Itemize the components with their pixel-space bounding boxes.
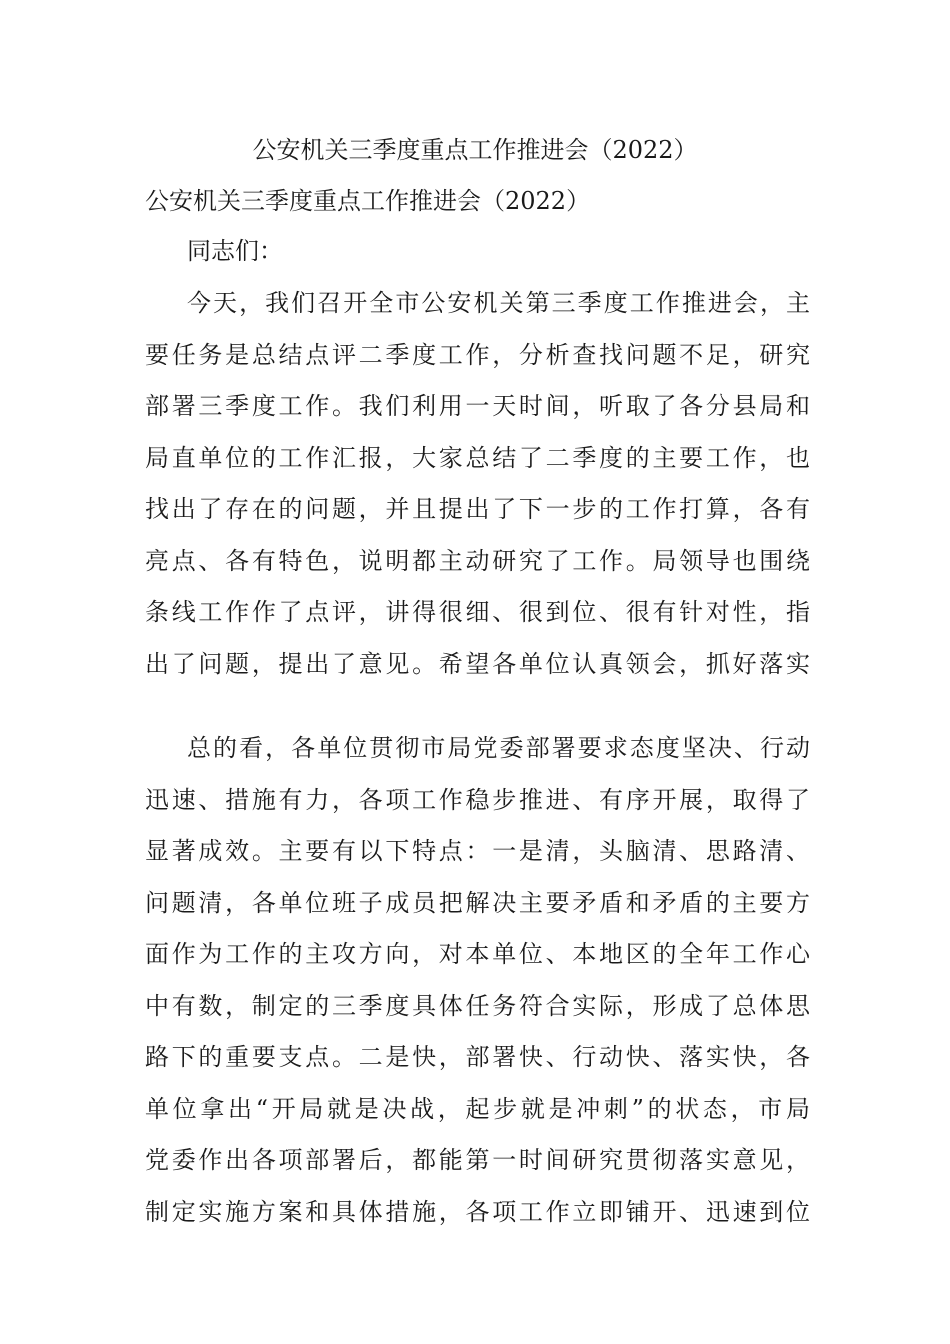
paragraph-line: 党委作出各项部署后，都能第一时间研究贯彻落实意见， bbox=[145, 1146, 810, 1174]
paragraph-line: 条线工作作了点评，讲得很细、很到位、很有针对性，指 bbox=[145, 598, 810, 626]
paragraph-line: 显著成效。主要有以下特点：一是清，头脑清、思路清、 bbox=[145, 837, 810, 865]
paragraph-line: 亮点、各有特色，说明都主动研究了工作。局领导也围绕 bbox=[145, 546, 810, 575]
paragraph-line: 制定实施方案和具体措施，各项工作立即铺开、迅速到位 bbox=[145, 1197, 810, 1226]
paragraph-line: 路下的重要支点。二是快，部署快、行动快、落实快，各 bbox=[145, 1043, 810, 1071]
paragraph-line: 总的看，各单位贯彻市局党委部署要求态度坚决、行动 bbox=[187, 734, 810, 762]
paragraph-line: 部署三季度工作。我们利用一天时间，听取了各分县局和 bbox=[145, 392, 810, 420]
paragraph-line: 出了问题，提出了意见。希望各单位认真领会，抓好落实 bbox=[145, 649, 810, 678]
paragraph-line: 中有数，制定的三季度具体任务符合实际，形成了总体思 bbox=[145, 991, 810, 1020]
paragraph-line: 迅速、措施有力，各项工作稳步推进、有序开展，取得了 bbox=[145, 785, 810, 814]
paragraph-2 bbox=[145, 730, 810, 1245]
paragraph-line: 要任务是总结点评二季度工作，分析查找问题不足，研究 bbox=[145, 340, 810, 369]
paragraph-line: 面作为工作的主攻方向，对本单位、本地区的全年工作心 bbox=[145, 940, 810, 968]
paragraph-line: 今天，我们召开全市公安机关第三季度工作推进会，主 bbox=[187, 289, 810, 317]
paragraph-1 bbox=[145, 285, 810, 697]
greeting: 同志们： bbox=[187, 237, 283, 265]
paragraph-line: 问题清，各单位班子成员把解决主要矛盾和矛盾的主要方 bbox=[145, 888, 810, 917]
document-subtitle: 公安机关三季度重点工作推进会（2022） bbox=[145, 187, 591, 215]
paragraph-line: 局直单位的工作汇报，大家总结了二季度的主要工作，也 bbox=[145, 443, 810, 472]
paragraph-line: 单位拿出“开局就是决战，起步就是冲刺”的状态，市局 bbox=[145, 1094, 810, 1123]
paragraph-line: 找出了存在的问题，并且提出了下一步的工作打算，各有 bbox=[145, 495, 810, 523]
document-title: 公安机关三季度重点工作推进会（2022） bbox=[252, 136, 698, 164]
